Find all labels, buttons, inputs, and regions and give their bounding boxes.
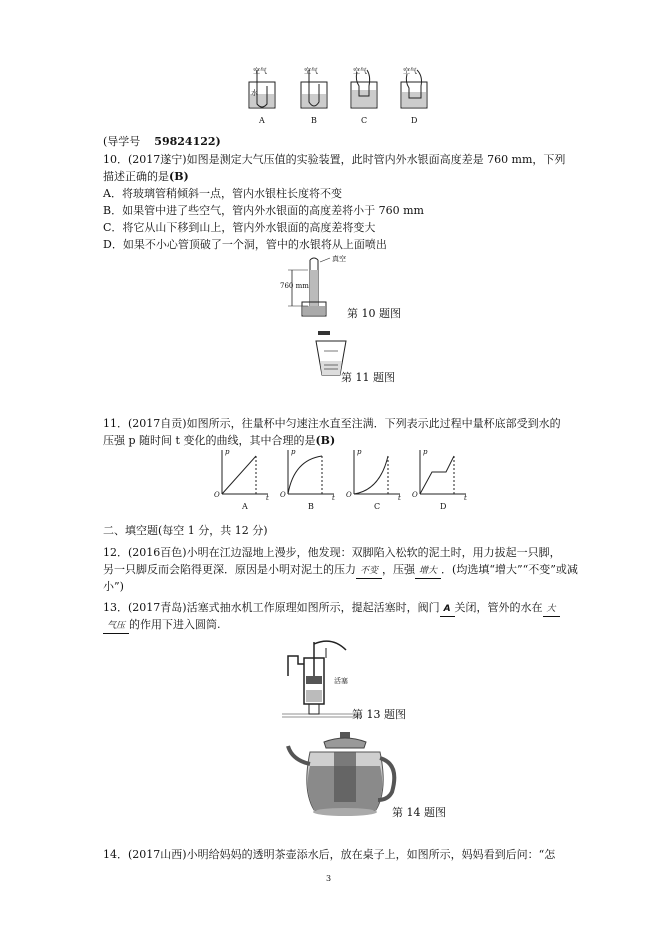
graph-d-origin: O <box>412 491 418 499</box>
q12-blank2: 增大 <box>415 564 441 579</box>
water-label: 水 <box>251 89 258 97</box>
graph-b-origin: O <box>280 491 286 499</box>
graph-b-x-label: t <box>332 494 335 502</box>
q13-line2-b: 的作用下进入圆筒. <box>129 618 221 631</box>
option-label-a: A <box>259 116 265 125</box>
q13-blank2-part2: 气压 <box>103 619 129 634</box>
vacuum-label: 真空 <box>332 255 346 263</box>
q12-blank1: 不变 <box>356 564 382 579</box>
q10-answer: (B) <box>169 170 189 183</box>
air-label-c: 空气 <box>353 67 367 75</box>
q12-line2-a: 另一只脚反而会陷得更深．原因是小明对泥土的压力 <box>103 563 356 576</box>
q14-line1: 14．(2017山西)小明给妈妈的透明茶壶添水后，放在桌子上，如图所示，妈妈看到后问：“怎 <box>103 848 556 861</box>
graph-b-label: B <box>308 502 314 511</box>
q13-blank2-part1: 大 <box>543 602 560 617</box>
air-label-b: 空气 <box>304 67 318 75</box>
graph-c-x-label: t <box>398 494 401 502</box>
fig10-barometer <box>278 254 358 322</box>
graph-d-label: D <box>440 502 447 511</box>
option-label-d: D <box>411 116 418 125</box>
guide-value: 59824122) <box>154 135 221 148</box>
air-label-d: 空气 <box>403 67 417 75</box>
air-label-a: 空气 <box>253 67 267 75</box>
fig11-caption: 第 11 题图 <box>341 371 395 384</box>
graph-a-y-label: p <box>225 448 230 456</box>
graph-b-y-label: p <box>291 448 296 456</box>
guide-number <box>103 135 221 149</box>
graph-c-origin: O <box>346 491 352 499</box>
q12-line2 <box>103 563 578 579</box>
q13-blank1: A <box>440 602 455 617</box>
option-label-c: C <box>361 116 368 125</box>
q12-line2-b: ，压强 <box>382 563 416 576</box>
graph-d <box>420 450 466 494</box>
q11-answer: (B) <box>315 434 336 447</box>
q12-line2-c: ．(均选填“增大”“不变”或减 <box>441 563 578 576</box>
q13-line2 <box>103 618 221 634</box>
q10-stem-line1: 10．(2017遂宁)如图是测定大气压值的实验装置，此时管内外水银面高度差是 760 mm，下列 <box>103 153 566 166</box>
fig13-caption: 第 13 题图 <box>352 708 406 721</box>
graph-d-y-label: p <box>423 448 428 456</box>
q11-stem-line1: 11．(2017自贡)如图所示，往量杯中匀速注水直至注满．下列表示此过程中量杯底部受到水的 <box>103 417 561 430</box>
q12-line1: 12．(2016百色)小明在江边湿地上漫步，他发现：双脚陷入松软的泥土时，用力拔起一只脚， <box>103 546 561 559</box>
option-label-b: B <box>311 116 317 125</box>
q10-option-a: A．将玻璃管稍倾斜一点，管内水银柱长度将不变 <box>103 187 342 200</box>
graph-a-x-label: t <box>266 494 269 502</box>
q10-stem-line2 <box>103 170 189 184</box>
piston-label: 活塞 <box>334 677 348 685</box>
graph-c-label: C <box>374 502 381 511</box>
q13-line1-a: 13．(2017青岛)活塞式抽水机工作原理如图所示，提起活塞时，阀门 <box>103 601 440 614</box>
guide-label: (导学号 <box>103 135 141 148</box>
q10-option-c: C．将它从山下移到山上，管内外水银面的高度差将变大 <box>103 221 376 234</box>
graph-a-label: A <box>242 502 248 511</box>
top-apparatus-figure <box>245 66 435 128</box>
fig10-caption: 第 10 题图 <box>347 307 401 320</box>
height-label: 760 mm <box>280 282 309 290</box>
graph-c-y-label: p <box>357 448 362 456</box>
graph-a <box>222 450 268 494</box>
pt-graphs <box>210 446 480 514</box>
graph-c <box>354 450 400 494</box>
page-number: 3 <box>326 874 332 883</box>
fig14-teapot <box>286 730 402 818</box>
q10-option-b: B．如果管中进了些空气，管内外水银面的高度差将小于 760 mm <box>103 204 424 217</box>
q13-line1 <box>103 601 560 617</box>
q10-option-d: D．如果不小心管顶破了一个洞，管中的水银将从上面喷出 <box>103 238 387 251</box>
q10-stem-prefix: 描述正确的是 <box>103 170 169 183</box>
q12-line3: 小”) <box>103 580 124 593</box>
q13-line1-b: 关闭，管外的水在 <box>454 601 543 614</box>
q11-stem-prefix: 压强 p 随时间 t 变化的曲线，其中合理的是 <box>103 434 316 447</box>
graph-a-origin: O <box>214 491 220 499</box>
fig14-caption: 第 14 题图 <box>392 806 446 819</box>
graph-b <box>288 450 334 494</box>
graph-d-x-label: t <box>464 494 467 502</box>
section2-title: 二、填空题(每空 1 分，共 12 分) <box>103 524 268 537</box>
teapot-drawing <box>286 730 402 818</box>
